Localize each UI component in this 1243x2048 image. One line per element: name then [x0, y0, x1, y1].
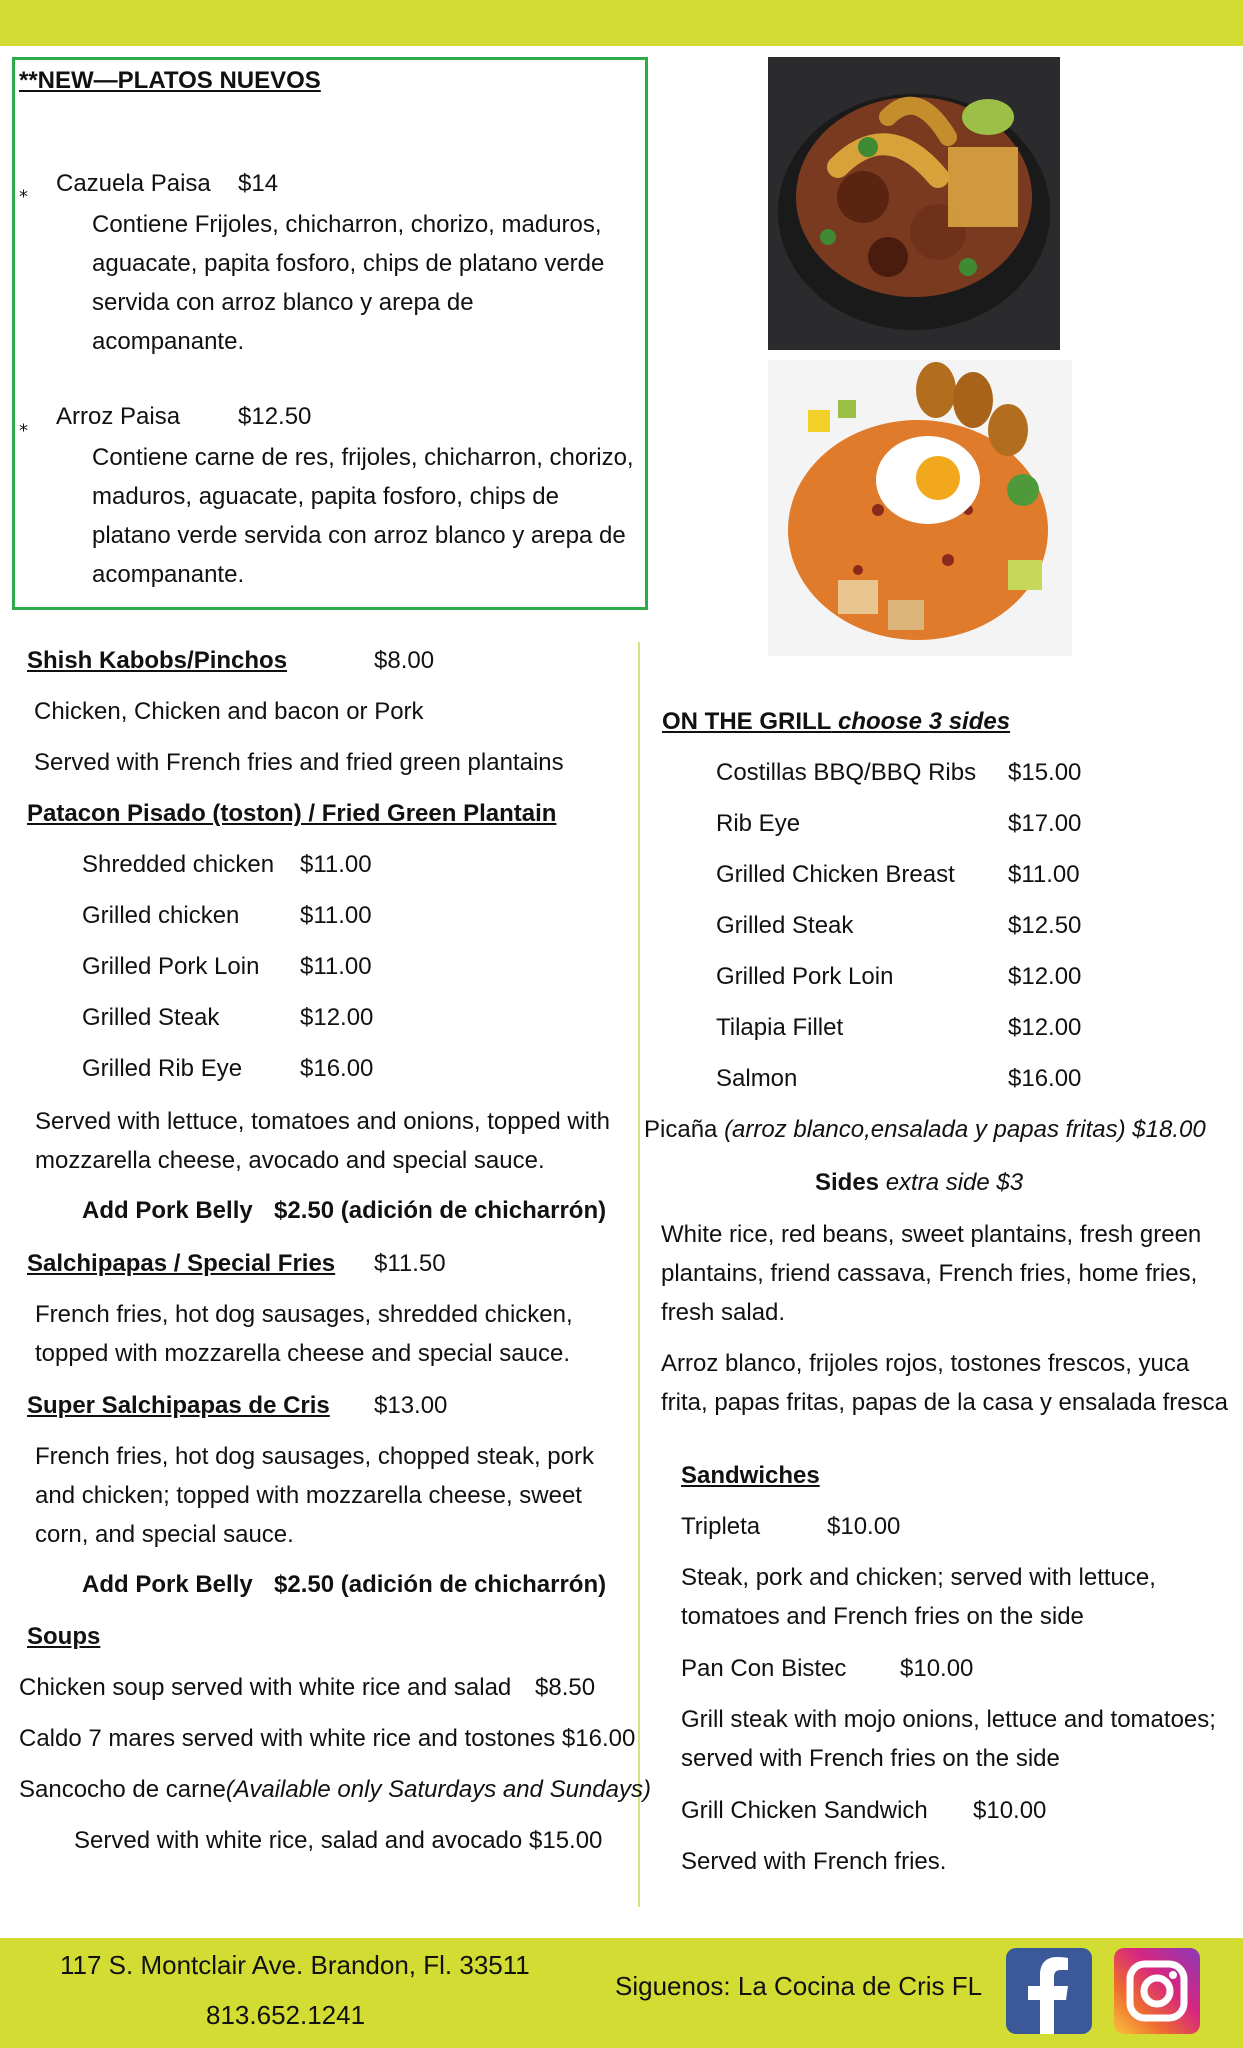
- shish-line1: Chicken, Chicken and bacon or Pork: [34, 698, 424, 725]
- salchipapas-title: Salchipapas / Special Fries: [27, 1250, 336, 1277]
- sandwich-price: $10.00: [900, 1655, 974, 1682]
- sandwiches-title: Sandwiches: [681, 1462, 820, 1489]
- soups-line2: Caldo 7 mares served with white rice and tostones $16.00: [19, 1725, 636, 1752]
- cazuela-paisa-name: Cazuela Paisa: [56, 170, 211, 197]
- grill-item-name: Grilled Steak: [716, 912, 854, 939]
- footer-social-text: Siguenos: La Cocina de Cris FL: [615, 1971, 983, 2001]
- grill-item-name: Grilled Chicken Breast: [716, 861, 955, 888]
- patacon-item-price: $11.00: [300, 902, 372, 929]
- new-section-title: **NEW—PLATOS NUEVOS: [19, 67, 321, 94]
- top-accent-bar: [0, 0, 1243, 46]
- sandwich-price: $10.00: [973, 1797, 1047, 1824]
- sandwich-desc: Steak, pork and chicken; served with lettuce, tomatoes and French fries on the side: [681, 1564, 1156, 1630]
- sides-english: White rice, red beans, sweet plantains, fresh green plantains, friend cassava, French fries, home fries, fresh salad.: [661, 1221, 1202, 1326]
- grill-item-price: $12.00: [1008, 963, 1082, 990]
- patacon-item-name: Grilled Rib Eye: [82, 1055, 243, 1082]
- cazuela-paisa-desc: Contiene Frijoles, chicharron, chorizo, maduros, aguacate, papita fosforo, chips de platano verde servida con arroz blanco y arepa de acompanante.: [92, 211, 605, 355]
- super-desc: French fries, hot dog sausages, chopped steak, pork and chicken; topped with mozzarella cheese, sweet corn, and special sauce.: [35, 1443, 594, 1548]
- patacon-addon-price: $2.50 (adición de chicharrón): [274, 1197, 607, 1224]
- soups-title: Soups: [27, 1623, 101, 1650]
- cazuela-paisa-price: $14: [238, 170, 279, 197]
- sandwich-price: $10.00: [827, 1513, 901, 1540]
- grill-item-price: $12.00: [1008, 1014, 1082, 1041]
- sides-title: Sides extra side $3: [815, 1169, 1024, 1196]
- patacon-item-price: $16.00: [300, 1055, 374, 1082]
- soups-line1: Chicken soup served with white rice and salad: [19, 1674, 512, 1701]
- sandwich-name: Tripleta: [681, 1513, 761, 1540]
- patacon-item-name: Shredded chicken: [82, 851, 275, 878]
- super-price: $13.00: [374, 1392, 448, 1419]
- patacon-desc: Served with lettuce, tomatoes and onions, topped with mozzarella cheese, avocado and special sauce.: [35, 1108, 611, 1174]
- soups-line3: Sancocho de carne(Available only Saturdays and Sundays): [19, 1776, 651, 1803]
- patacon-item-price: $11.00: [300, 953, 372, 980]
- arroz-paisa-desc: Contiene carne de res, frijoles, chicharron, chorizo, maduros, aguacate, papita fosforo, chips de platano verde servida con arroz blanco y arepa de acompanante.: [92, 444, 634, 588]
- soups-line1-price: $8.50: [535, 1674, 596, 1701]
- grill-item-name: Costillas BBQ/BBQ Ribs: [716, 759, 977, 786]
- patacon-item-price: $11.00: [300, 851, 372, 878]
- grill-item-price: $15.00: [1008, 759, 1082, 786]
- patacon-addon-label: Add Pork Belly: [82, 1197, 253, 1224]
- facebook-icon[interactable]: [1006, 1948, 1092, 2034]
- sandwich-name: Grill Chicken Sandwich: [681, 1797, 928, 1824]
- instagram-icon[interactable]: [1114, 1948, 1200, 2034]
- grill-item-name: Grilled Pork Loin: [716, 963, 894, 990]
- grill-item-name: Salmon: [716, 1065, 798, 1092]
- super-addon-price: $2.50 (adición de chicharrón): [274, 1571, 607, 1598]
- grill-title: ON THE GRILL choose 3 sides: [662, 708, 1011, 735]
- patacon-item-name: Grilled Steak: [82, 1004, 220, 1031]
- grill-item-price: $16.00: [1008, 1065, 1082, 1092]
- grill-item-price: $12.50: [1008, 912, 1082, 939]
- salchipapas-desc: French fries, hot dog sausages, shredded chicken, topped with mozzarella cheese and special sauce.: [35, 1301, 573, 1367]
- super-addon-label: Add Pork Belly: [82, 1571, 253, 1598]
- arroz-paisa-photo: [768, 360, 1072, 656]
- arroz-paisa-price: $12.50: [238, 403, 312, 430]
- grill-item-name: Tilapia Fillet: [716, 1014, 844, 1041]
- shish-price: $8.00: [374, 647, 435, 674]
- arroz-paisa-name: Arroz Paisa: [56, 403, 181, 430]
- grill-item-name: Rib Eye: [716, 810, 801, 837]
- sandwich-name: Pan Con Bistec: [681, 1655, 847, 1682]
- salchipapas-price: $11.50: [374, 1250, 446, 1277]
- picana-line: Picaña (arroz blanco,ensalada y papas fritas) $18.00: [644, 1116, 1206, 1143]
- patacon-item-name: Grilled chicken: [82, 902, 240, 929]
- soups-line4-price: $15.00: [529, 1827, 603, 1854]
- soups-line4: Served with white rice, salad and avocado: [74, 1827, 523, 1854]
- shish-title: Shish Kabobs/Pinchos: [27, 647, 288, 674]
- shish-line2: Served with French fries and fried green plantains: [34, 749, 564, 776]
- sides-spanish: Arroz blanco, frijoles rojos, tostones frescos, yuca frita, papas fritas, papas de la casa y ensalada fresca: [661, 1350, 1228, 1416]
- footer-phone: 813.652.1241: [206, 2000, 366, 2030]
- footer-address: 117 S. Montclair Ave. Brandon, Fl. 33511: [60, 1950, 530, 1980]
- cazuela-paisa-photo: [768, 57, 1060, 350]
- grill-item-price: $17.00: [1008, 810, 1082, 837]
- patacon-item-name: Grilled Pork Loin: [82, 953, 260, 980]
- bullet-icon: ⁎: [19, 181, 28, 201]
- column-divider: [638, 642, 640, 1907]
- super-title: Super Salchipapas de Cris: [27, 1392, 330, 1419]
- patacon-item-price: $12.00: [300, 1004, 374, 1031]
- sandwich-desc: Grill steak with mojo onions, lettuce and tomatoes; served with French fries on the side: [681, 1706, 1216, 1772]
- grill-item-price: $11.00: [1008, 861, 1080, 888]
- patacon-title: Patacon Pisado (toston) / Fried Green Plantain: [27, 800, 557, 827]
- sandwich-desc: Served with French fries.: [681, 1848, 947, 1875]
- bullet-icon: ⁎: [19, 415, 28, 435]
